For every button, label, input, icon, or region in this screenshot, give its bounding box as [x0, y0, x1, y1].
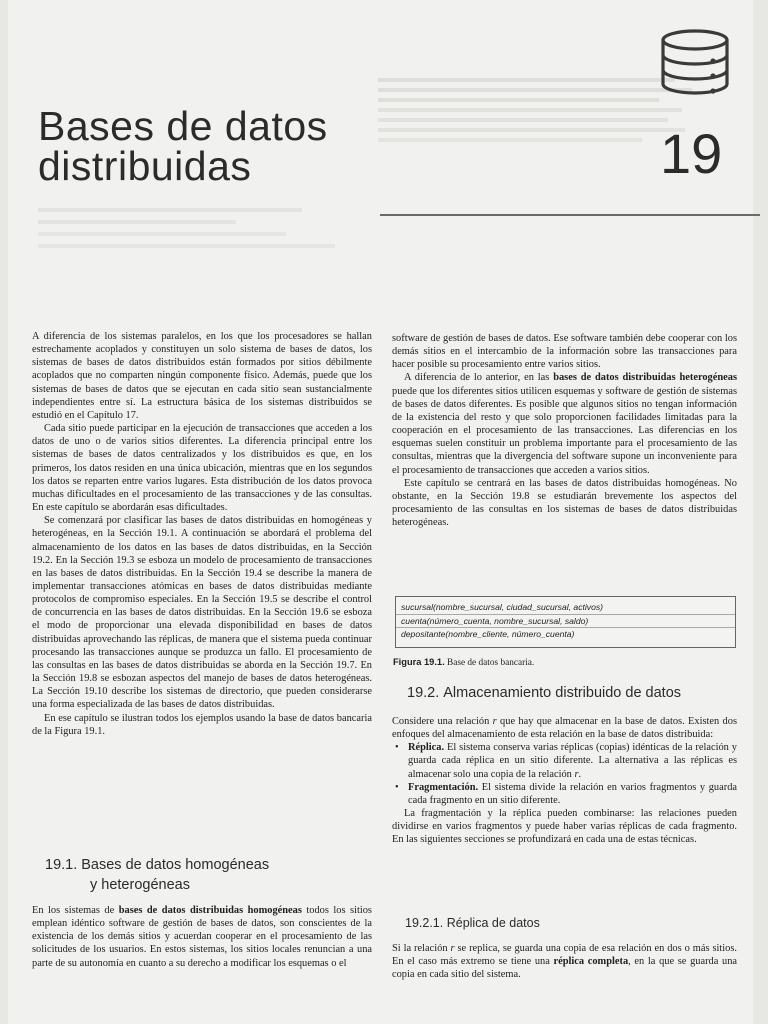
text: que hay que almacenar en la base de datos. Existen dos enfoques del almacenamiento de esta relación en la base de datos distribuida: [392, 716, 737, 741]
variable: r [450, 943, 455, 954]
text: se replica, se guarda una copia de esa relación en dos o más sitios. En el caso más extremo se tiene una [392, 943, 737, 968]
text: En los sistemas de [32, 905, 119, 916]
bold-term: bases de datos distribuidas homogéneas [118, 905, 302, 916]
caption-text: Base de datos bancaria. [447, 658, 535, 668]
variable: r [492, 716, 497, 727]
bold-term: Réplica. [408, 742, 445, 754]
subsection-number: 19.2.1. [405, 916, 444, 930]
bold-term: Fragmentación. [408, 781, 479, 793]
text: todos los sitios emplean idéntico software de gestión de bases de datos, son conscientes de la existencia de los demás sitios y acuerdan cooperar en el procesamiento de las solicitudes de los usuarios. En estos sistemas, los sitios locales renuncian a una parte de su autonomía en cuanto a su derecho a modificar los esquemas o el [32, 905, 372, 969]
figure-schema-box [395, 596, 736, 648]
paragraph: Cada sitio puede participar en la ejecución de transacciones que acceden a los datos de uno o de varios sitios diferentes. La diferencia principal entre los sistemas de bases de datos centralizados y los distribuidos es que, en los primeros, los datos residen en una única ubicación, mientras que en los segundos los datos se reparten entre varios lugares. Esta distribución de los datos provoca muchas dificultades en el procesamiento de las transacciones y de las consultas. En este capítulo se abordarán esas dificultades. [32, 423, 372, 514]
section-title-line-2: y heterogéneas [90, 877, 190, 893]
paragraph: software de gestión de bases de datos. Ese software también debe cooperar con los demás sitios en el intercambio de la información sobre las transacciones para hacer posible su procesamiento entre varios sitios. [392, 333, 737, 371]
book-page [8, 0, 753, 1024]
text: puede que los diferentes sitios utilicen esquemas y software de gestión de sistemas de bases de datos diferentes. Es posible que algunos sitios no tengan información de la existencia del resto y que solo proporcionen facilidades limitadas para la cooperación en el procesamiento de las transacciones. Las diferencias en los esquemas suelen constituir un problema importante para el procesamiento de las consultas, mientras que la divergencia del software supone un inconveniente para el procesamiento de transacciones que acceden a varios sitios. [392, 385, 737, 476]
chapter-title [38, 103, 328, 189]
chapter-number: 19 [660, 122, 723, 185]
paragraph [392, 371, 737, 476]
caption-label: Figura 19.1. [393, 657, 445, 667]
schema-row: depositante(nombre_cliente, número_cuenta) [401, 629, 575, 639]
text: . [578, 768, 582, 780]
chapter-title-line-1: Bases de datos [38, 103, 328, 149]
right-column [392, 332, 737, 529]
text: , en la que se guarda una copia en cada sitio del sistema. [392, 956, 738, 981]
left-column-bottom [32, 904, 372, 970]
database-icon [658, 28, 733, 98]
paragraph: En ese capítulo se ilustran todos los ejemplos usando la base de datos bancaria de la Figura 19.1. [32, 712, 372, 737]
variable: r [574, 768, 579, 780]
text: El sistema divide la relación en varios fragmentos y guarda cada fragmento en un sitio diferente. [408, 781, 737, 806]
section-number: 19.2. [407, 685, 440, 701]
paragraph: La fragmentación y la réplica pueden combinarse: las relaciones pueden dividirse en varios fragmentos y puede haber varias réplicas de cada fragmento. En las siguientes secciones se profundizará en cada una de estas técnicas. [392, 808, 737, 846]
bold-term: bases de datos distribuidas heterogéneas [553, 372, 737, 384]
list-item [392, 741, 737, 780]
left-column [32, 330, 372, 738]
right-column-lower [392, 715, 737, 847]
bleed-through-text [38, 200, 368, 310]
figure-caption [393, 657, 534, 668]
chapter-title-line-2: distribuidas [38, 143, 252, 189]
text: Considere una relación [392, 716, 493, 727]
paragraph [32, 904, 372, 970]
schema-row: cuenta(número_cuenta, nombre_sucursal, saldo) [396, 615, 735, 629]
chapter-rule [380, 214, 760, 216]
paragraph: A diferencia de los sistemas paralelos, en los que los procesadores se hallan estrechamente acoplados y constituyen un solo sistema de bases de datos, los sistemas de bases de datos distribuidos están formados por sitios débilmente acoplados que no comparten ningún componente físico. Además, puede que los sistemas de bases de datos que se ejecutan en cada sitio sean sustancialmente independientes entre sí. La estructura básica de los sistemas distribuidos se estudió en el Capítulo 17. [32, 331, 372, 421]
bold-term: réplica completa [553, 956, 629, 968]
paragraph: Este capítulo se centrará en las bases de datos distribuidas homogéneas. No obstante, en la Sección 19.8 se estudiarán brevemente los aspectos del procesamiento de las consultas en los sistemas de bases de datos distribuidas heterogéneas. [392, 477, 737, 529]
schema-row: sucursal(nombre_sucursal, ciudad_sucursal, activos) [396, 601, 735, 615]
subsection-title: Réplica de datos [446, 916, 540, 930]
list-item [392, 781, 737, 807]
section-heading-19-2 [407, 683, 681, 703]
text: A diferencia de lo anterior, en las [404, 372, 554, 384]
text: El sistema conserva varias réplicas (copias) idénticas de la relación y guarda cada réplica en un sitio diferente. La alternativa a las réplicas es almacenar solo una copia de la relación [408, 742, 737, 780]
section-title-line-1: Bases de datos homogéneas [81, 857, 270, 873]
paragraph: Se comenzará por clasificar las bases de datos distribuidas en homogéneas y heterogéneas, en la Sección 19.1. A continuación se abordará el problema del almacenamiento de los datos en las bases de datos distribuidas, en la Sección 19.2. En la Sección 19.3 se esboza un modelo de procesamiento de transacciones en las bases de datos distribuidas. En la Sección 19.4 se describe la manera de implementar transacciones atómicas en bases de datos distribuidas mediante protocolos de compromiso especiales. En la Sección 19.5 se describe el control de concurrencia en las bases de datos distribuidas. En la Sección 19.6 se esboza el modo de proporcionar una elevada disponibilidad en bases de datos distribuidas aprovechando las réplicas, de manera que el sistema pueda continuar procesando las transacciones aunque se produzca un fallo. El procesamiento de las consultas en las bases de datos distribuidas se aborda en la Sección 19.7. En la Sección 19.8 se esbozan aspectos del manejo de bases de datos heterogéneas. La Sección 19.10 describe los sistemas de directorio, que pueden considerarse una forma especializada de las bases de datos distribuidas. [32, 515, 372, 711]
paragraph [392, 715, 737, 741]
bullet-list [392, 741, 737, 807]
section-heading-19-1 [45, 855, 345, 895]
section-number: 19.1. [45, 857, 78, 873]
right-column-bottom [392, 942, 737, 981]
text: Si la relación [392, 943, 451, 954]
subsection-heading-19-2-1 [405, 916, 540, 930]
paragraph [392, 942, 737, 981]
section-title: Almacenamiento distribuido de datos [443, 685, 682, 701]
